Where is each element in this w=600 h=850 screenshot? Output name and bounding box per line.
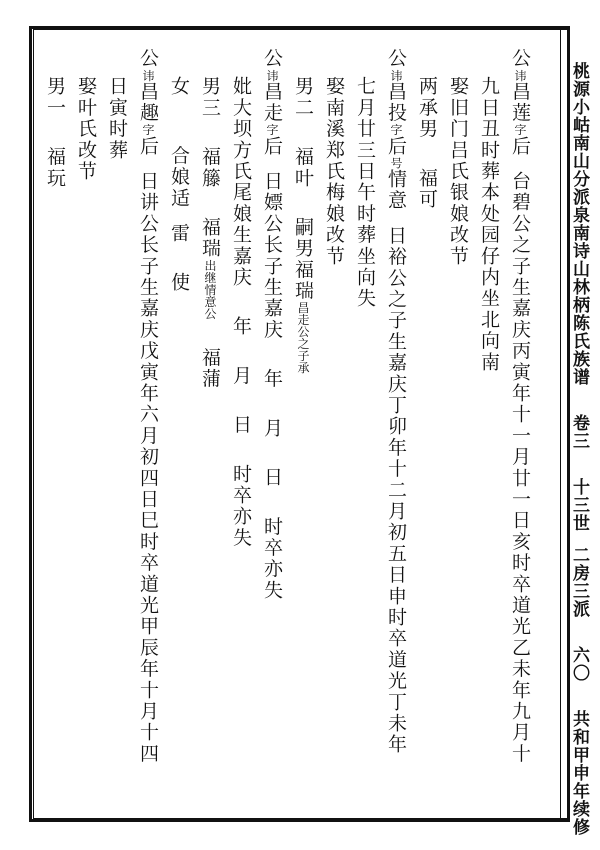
text-column [227, 76, 255, 548]
text-segment: 日 [261, 466, 283, 489]
text-column [475, 76, 503, 373]
text-segment: 时卒亦失 [261, 516, 283, 601]
text-segment: 后 [509, 135, 531, 157]
text-segment: 年 [261, 368, 283, 390]
text-segment: 时卒亦失 [230, 463, 252, 549]
text-segment: 妣大坝方氏尾娘生嘉庆 [230, 76, 252, 288]
text-segment: 合娘适 [168, 145, 190, 209]
genealogy-title: 桃源小岵南山分派泉南诗山林柄陈氏族谱 [569, 62, 589, 386]
generation-label: 十三世 [569, 478, 589, 532]
small-annotation: 讳 [389, 69, 403, 82]
person-name: 昌莲 [509, 81, 531, 124]
small-annotation: 字 [513, 123, 527, 136]
person-name: 福叶 [292, 146, 314, 189]
text-segment: 男三 [199, 76, 221, 119]
text-segment: 月 [261, 417, 283, 439]
person-name: 福玩 [44, 146, 66, 189]
text-segment: 日 [230, 414, 252, 436]
small-annotation: 出继情意公 [203, 259, 217, 320]
text-segment: 男一 [44, 76, 66, 119]
text-segment: 娶南溪郑氏梅娘改节 [323, 76, 345, 267]
text-segment: 两承男 [416, 76, 438, 140]
small-annotation: 讳 [141, 69, 155, 82]
small-annotation: 昌走公之子承 [296, 301, 310, 374]
text-segment: 年 [230, 316, 252, 338]
text-column [72, 76, 100, 182]
text-column [258, 48, 286, 601]
text-column [165, 76, 193, 293]
text-column [134, 48, 162, 764]
text-column [444, 76, 472, 267]
text-segment: 娶叶氏改节 [75, 76, 97, 182]
text-segment: 女 [168, 76, 190, 98]
header-column [567, 62, 593, 836]
text-segment: 情意 [385, 168, 407, 212]
person-name: 昌投 [385, 81, 407, 124]
volume-label: 卷三 [569, 414, 589, 450]
text-segment: 使 [168, 272, 190, 294]
small-annotation: 讳 [265, 69, 279, 82]
small-annotation: 字 [389, 123, 403, 136]
branch-label: 二房三派 [569, 546, 589, 618]
text-segment: 台碧公之子生嘉庆丙寅年十一月廿一日亥时卒道光乙未年九月十 [509, 170, 531, 765]
small-annotation: 字 [265, 123, 279, 136]
person-name: 昌走 [261, 81, 283, 124]
small-annotation: 讳 [513, 69, 527, 82]
person-name: 福可 [416, 167, 438, 211]
entry-heading: 公 [385, 48, 407, 70]
text-column [320, 76, 348, 267]
header-divider [560, 29, 561, 819]
entry-heading: 公 [137, 48, 159, 70]
text-segment: 后 [137, 135, 159, 157]
text-column [413, 76, 441, 210]
text-segment: 男二 [292, 76, 314, 119]
text-segment: 九日丑时葬本处园仔内坐北向南 [478, 76, 500, 373]
text-segment: 雷 [168, 222, 190, 245]
text-column [196, 76, 224, 390]
text-segment: 后 [261, 135, 283, 157]
text-column [382, 48, 410, 755]
entry-heading: 公 [509, 48, 531, 70]
text-segment: 日裕公之子生嘉庆丁卯年十二月初五日申时卒道光丁未年 [385, 225, 407, 756]
text-column [351, 76, 379, 309]
text-segment: 娶旧门吕氏银娘改节 [447, 76, 469, 267]
text-column [103, 76, 131, 161]
text-column [506, 48, 534, 764]
person-name: 福瑞 [199, 216, 221, 260]
text-segment: 日寅时葬 [106, 76, 128, 161]
person-name: 福籐 [199, 146, 221, 189]
text-column [289, 76, 317, 374]
page-number: 六〇 [569, 646, 589, 682]
person-name: 昌趣 [137, 81, 159, 124]
entry-heading: 公 [261, 48, 283, 70]
text-segment: 七月廿三日午时葬坐向失 [354, 76, 376, 310]
small-annotation: 号 [389, 156, 403, 169]
edition-label: 共和甲申年续修 [569, 710, 589, 836]
text-column [41, 76, 69, 189]
text-segment: 嗣男福瑞 [292, 216, 314, 302]
small-annotation: 字 [141, 123, 155, 136]
text-segment: 月 [230, 365, 252, 387]
text-segment: 日讲公长子生嘉庆戊寅年六月初四日巳时卒道光甲辰年十月十四 [137, 170, 159, 765]
person-name: 福蒲 [199, 347, 221, 390]
text-segment: 日嫖公长子生嘉庆 [261, 170, 283, 341]
text-segment: 后 [385, 135, 407, 157]
